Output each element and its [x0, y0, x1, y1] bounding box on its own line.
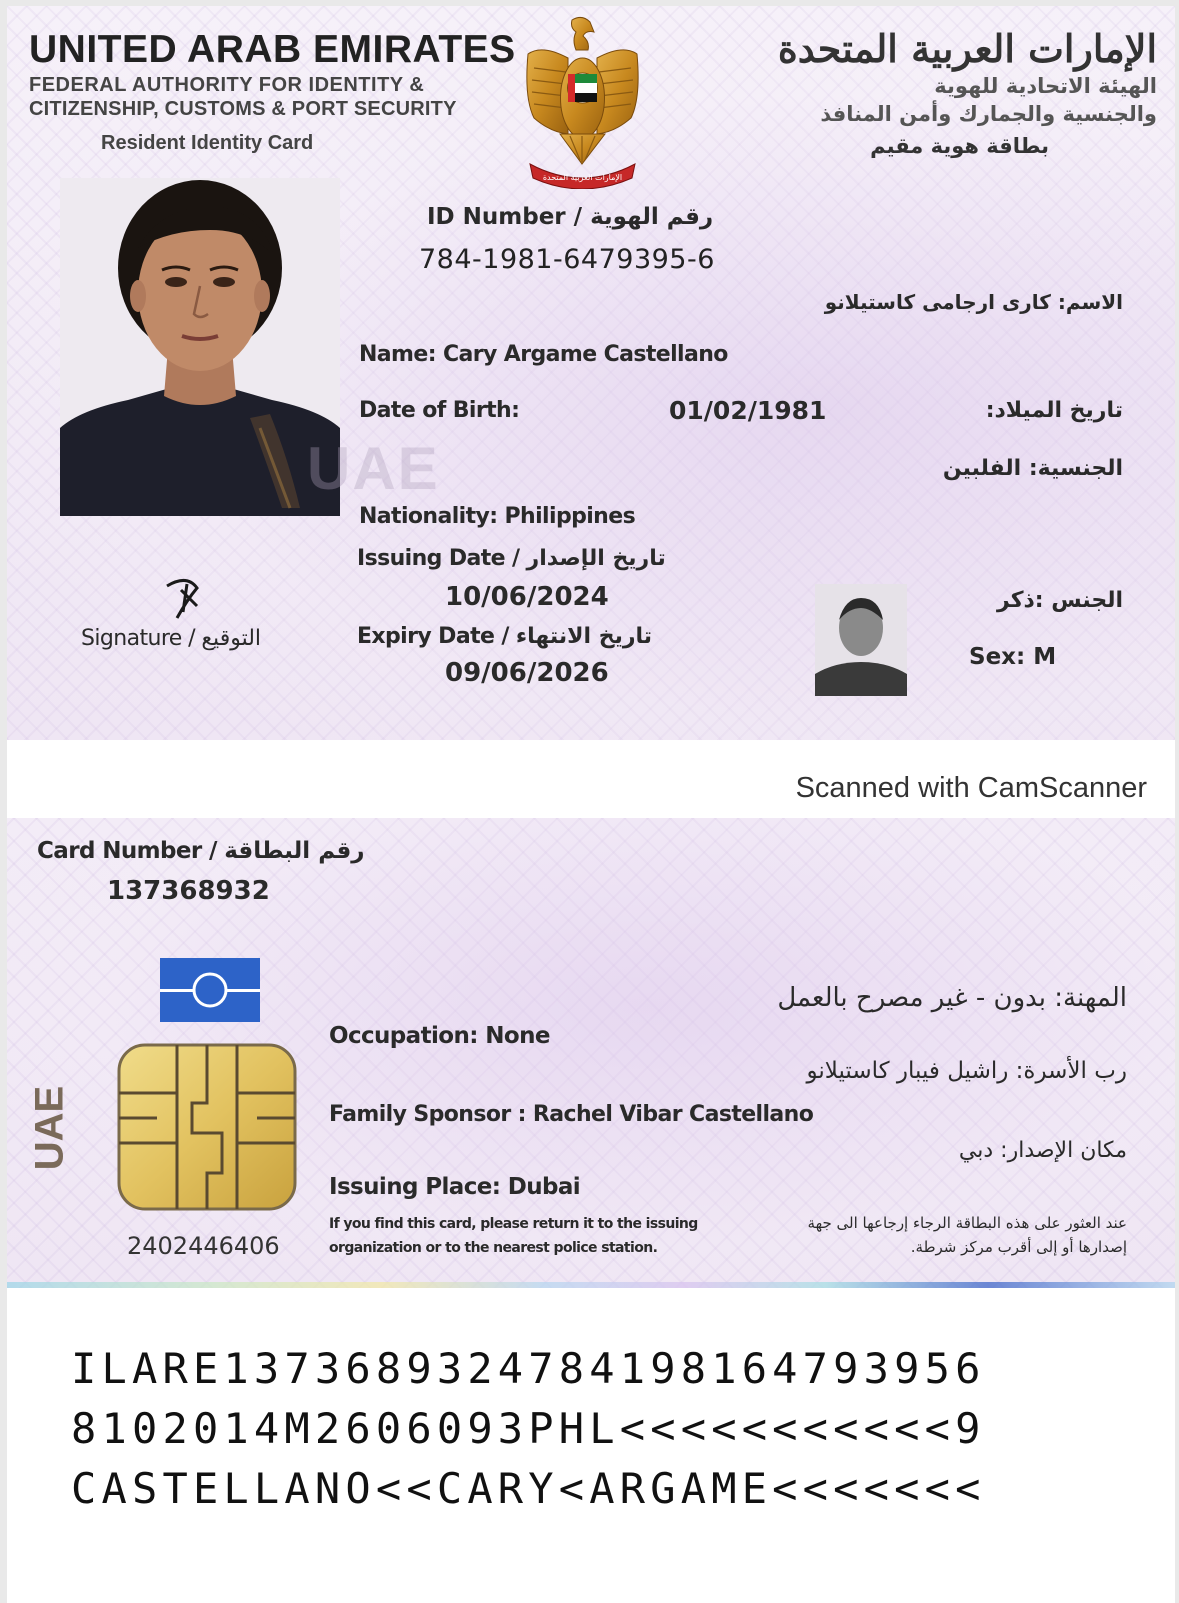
- header-card-type-ar: بطاقة هوية مقيم: [870, 134, 1049, 158]
- scan-footer: [7, 740, 1175, 822]
- card-serial: 2402446406: [127, 1232, 280, 1260]
- mrz-line-1: ILARE1373689324784198164793956: [71, 1344, 986, 1393]
- issuing-date-value: 10/06/2024: [445, 582, 609, 612]
- name-en: Name: Cary Argame Castellano: [359, 342, 728, 367]
- uae-emblem-icon: [520, 14, 645, 189]
- header-authority-ar-line1: الهيئة الاتحادية للهوية: [934, 74, 1157, 98]
- occupation-ar: المهنة: بدون - غير مصرح بالعمل: [777, 983, 1127, 1013]
- dob-label-ar: تاريخ الميلاد:: [985, 398, 1123, 423]
- emblem-ribbon-text: الإمارات العربية المتحدة: [542, 173, 623, 182]
- watermark-uae: UAE: [307, 435, 440, 502]
- header-country-en: UNITED ARAB EMIRATES: [29, 28, 516, 71]
- name-ar: الاسم: كارى ارجامى كاستيلانو: [824, 290, 1123, 314]
- nationality-ar: الجنسية: الفلبين: [942, 456, 1123, 481]
- header-authority-ar-line2: والجنسية والجمارك وأمن المنافذ: [820, 102, 1157, 126]
- header-authority-en-line2: CITIZENSHIP, CUSTOMS & PORT SECURITY: [29, 98, 457, 120]
- flag-blue-icon: [160, 958, 260, 1022]
- ghost-portrait: [815, 584, 907, 696]
- header-authority-en-line1: FEDERAL AUTHORITY FOR IDENTITY &: [29, 74, 425, 96]
- return-note-en-line2: organization or to the nearest police station.: [329, 1240, 658, 1256]
- return-note-ar-line1: عند العثور على هذه البطاقة الرجاء إرجاعها الى جهة: [807, 1214, 1127, 1232]
- signature-label: Signature / التوقيع: [81, 626, 262, 651]
- issuing-date-label: Issuing Date / تاريخ الإصدار: [357, 546, 666, 571]
- card-number-label: Card Number / رقم البطاقة: [37, 838, 365, 864]
- card-number-value: 137368932: [107, 876, 270, 906]
- dob-label: Date of Birth:: [359, 398, 520, 423]
- return-note-en-line1: If you find this card, please return it to the issuing: [329, 1216, 698, 1232]
- return-note-ar-line2: إصدارها أو إلى أقرب مركز شرطة.: [910, 1238, 1127, 1256]
- issuing-place-ar: مكان الإصدار: دبي: [958, 1138, 1127, 1163]
- expiry-date-label: Expiry Date / تاريخ الانتهاء: [357, 624, 653, 649]
- nationality-en: Nationality: Philippines: [359, 504, 636, 529]
- occupation-en: Occupation: None: [329, 1023, 550, 1049]
- header-country-ar: الإمارات العربية المتحدة: [777, 26, 1157, 71]
- portrait-image: [60, 178, 340, 516]
- expiry-date-value: 09/06/2026: [445, 658, 609, 688]
- holder-photo: [60, 178, 340, 516]
- id-card-back: [7, 818, 1175, 1288]
- issuing-place-en: Issuing Place: Dubai: [329, 1174, 581, 1200]
- family-sponsor-ar: رب الأسرة: راشيل فيبار كاستيلانو: [806, 1058, 1127, 1084]
- smart-chip-icon: [117, 1043, 297, 1211]
- id-number-value: 784-1981-6479395-6: [419, 244, 715, 275]
- signature-mark: [157, 566, 217, 626]
- sex-ar: الجنس :ذكر: [997, 588, 1123, 613]
- sex-en: Sex: M: [969, 644, 1057, 670]
- mrz-line-2: 8102014M2606093PHL<<<<<<<<<<<9: [71, 1404, 986, 1453]
- vertical-uae-text: UAE: [27, 1085, 72, 1171]
- vertical-uae-mark: [17, 1068, 87, 1188]
- family-sponsor-en: Family Sponsor : Rachel Vibar Castellano: [329, 1102, 814, 1127]
- mrz-line-3: CASTELLANO<<CARY<ARGAME<<<<<<<: [71, 1464, 986, 1513]
- dob-value: 01/02/1981: [669, 396, 827, 425]
- id-number-label: ID Number / رقم الهوية: [427, 204, 714, 230]
- mrz-zone: [7, 1288, 1175, 1603]
- header-card-type-en: Resident Identity Card: [101, 132, 314, 154]
- id-card-front: [7, 6, 1175, 740]
- scanned-with-label: Scanned with CamScanner: [795, 772, 1147, 804]
